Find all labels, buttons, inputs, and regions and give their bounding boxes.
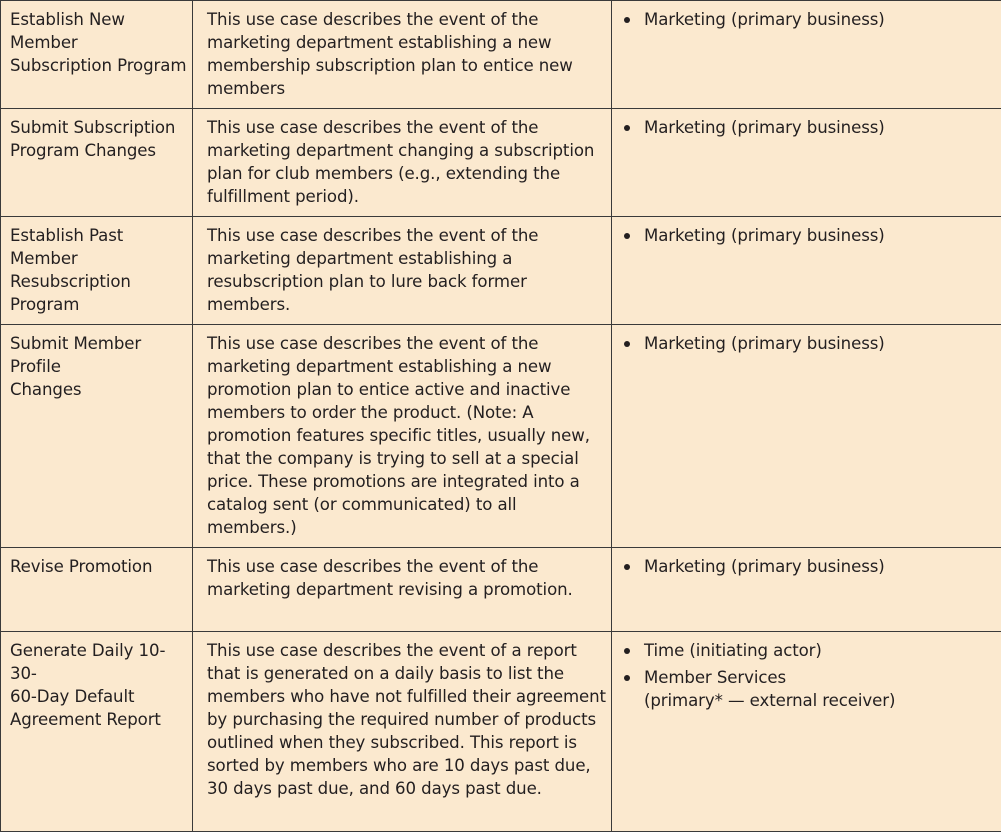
use-case-name: Generate Daily 10-30- 60-Day Default Agreement Report [1, 632, 193, 832]
table-row [1, 217, 1001, 325]
use-case-name: Revise Promotion [1, 548, 193, 632]
table-row [1, 548, 1001, 632]
list-item: Marketing (primary business) [622, 116, 997, 139]
use-case-description: This use case describes the event of the marketing department establishing a new promotion plan to entice active and inactive members to order the product. (Note: A promotion features specific titles, usually new, that the company is trying to sell at a special price. These promotions are integrated into a catalog sent (or communicated) to all members.) [193, 325, 612, 548]
participating-actors [612, 217, 1001, 325]
bullet-icon [624, 125, 630, 131]
bullet-icon [624, 564, 630, 570]
use-case-name: Submit Subscription Program Changes [1, 109, 193, 217]
bullet-icon [624, 675, 630, 681]
participating-actors [612, 109, 1001, 217]
use-case-name: Establish New Member Subscription Program [1, 1, 193, 109]
list-item: Marketing (primary business) [622, 555, 997, 578]
use-case-name: Establish Past Member Resubscription Program [1, 217, 193, 325]
use-case-description: This use case describes the event of the marketing department revising a promotion. [193, 548, 612, 632]
participating-actors [612, 1, 1001, 109]
bullet-icon [624, 648, 630, 654]
use-case-name: Submit Member Profile Changes [1, 325, 193, 548]
table-row [1, 632, 1001, 832]
list-item: Marketing (primary business) [622, 332, 997, 355]
table-row [1, 1, 1001, 109]
use-case-description: This use case describes the event of the marketing department establishing a new membership subscription plan to entice new members [193, 1, 612, 109]
bullet-icon [624, 341, 630, 347]
table-row [1, 109, 1001, 217]
list-item: Member Services (primary* — external receiver) [622, 666, 997, 712]
list-item: Marketing (primary business) [622, 224, 997, 247]
table-row [1, 325, 1001, 548]
bullet-icon [624, 233, 630, 239]
list-item: Time (initiating actor) [622, 639, 997, 662]
participating-actors [612, 325, 1001, 548]
use-case-description: This use case describes the event of a report that is generated on a daily basis to list the members who have not fulfilled their agreement by purchasing the required number of products outlined when they subscribed. This report is sorted by members who are 10 days past due, 30 days past due, and 60 days past due. [193, 632, 612, 832]
participating-actors [612, 548, 1001, 632]
participating-actors [612, 632, 1001, 832]
bullet-icon [624, 17, 630, 23]
list-item: Marketing (primary business) [622, 8, 997, 31]
use-case-description: This use case describes the event of the marketing department establishing a resubscription plan to lure back former members. [193, 217, 612, 325]
use-case-description: This use case describes the event of the marketing department changing a subscription plan for club members (e.g., extending the fulfillment period). [193, 109, 612, 217]
